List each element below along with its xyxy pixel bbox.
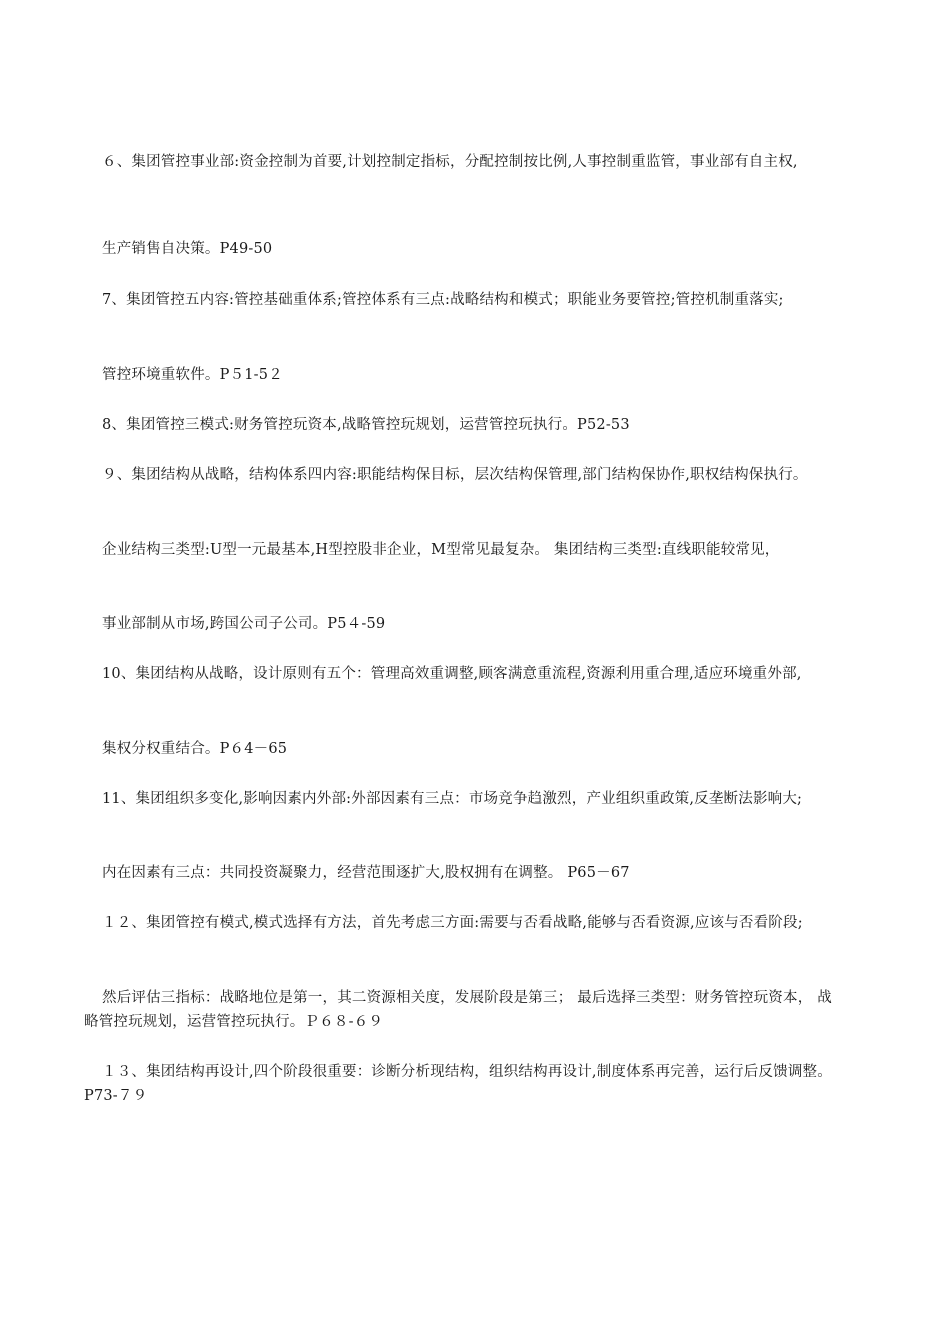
paragraph-6-continued: 生产销售自决策。P49-50: [102, 241, 273, 257]
paragraph-6: ６、集团管控事业部:资金控制为首要,计划控制定指标，分配控制按比例,人事控制重监管，事业部有自主权,: [102, 154, 798, 170]
paragraph-10-continued: 集权分权重结合。P６4－65: [102, 741, 288, 757]
paragraph-13: １３、集团结构再设计,四个阶段很重要：诊断分析现结构，组织结构再设计,制度体系再完善，运行后反馈调整。P73-７９: [84, 1064, 832, 1104]
paragraph-7: 7、集团管控五内容:管控基础重体系;管控体系有三点:战略结构和模式；职能业务要管控;管控机制重落实;: [102, 292, 784, 308]
paragraph-9: ９、集团结构从战略，结构体系四内容:职能结构保目标，层次结构保管理,部门结构保协作,职权结构保执行。: [102, 467, 808, 483]
paragraph-8: 8、集团管控三模式:财务管控玩资本,战略管控玩规划，运营管控玩执行。P52-53: [102, 417, 630, 433]
paragraph-11: 11、集团组织多变化,影响因素内外部:外部因素有三点：市场竞争趋激烈，产业组织重政策,反垄断法影响大;: [102, 791, 803, 807]
paragraph-11-continued: 内在因素有三点：共同投资凝聚力，经营范围逐扩大,股权拥有在调整。 P65－67: [102, 865, 630, 881]
paragraph-12: １２、集团管控有模式,模式选择有方法，首先考虑三方面:需要与否看战略,能够与否看资源,应该与否看阶段;: [102, 915, 803, 931]
paragraph-7-continued: 管控环境重软件。P５1-5２: [102, 367, 283, 383]
paragraph-9-continued: 事业部制从市场,跨国公司子公司。P5４-59: [102, 616, 386, 632]
paragraph-12-continued: 然后评估三指标：战略地位是第一，其二资源相关度，发展阶段是第三； 最后选择三类型：财务管控玩资本， 战略管控玩规划，运营管控玩执行。Ｐ６８-６９: [84, 990, 832, 1030]
paragraph-10: 10、集团结构从战略，设计原则有五个：管理高效重调整,顾客满意重流程,资源利用重合理,适应环境重外部,: [102, 666, 802, 682]
paragraph-9-structure-types: 企业结构三类型:U型一元最基本,H型控股非企业，M型常见最复杂。 集团结构三类型:直线职能较常见，: [102, 542, 780, 558]
